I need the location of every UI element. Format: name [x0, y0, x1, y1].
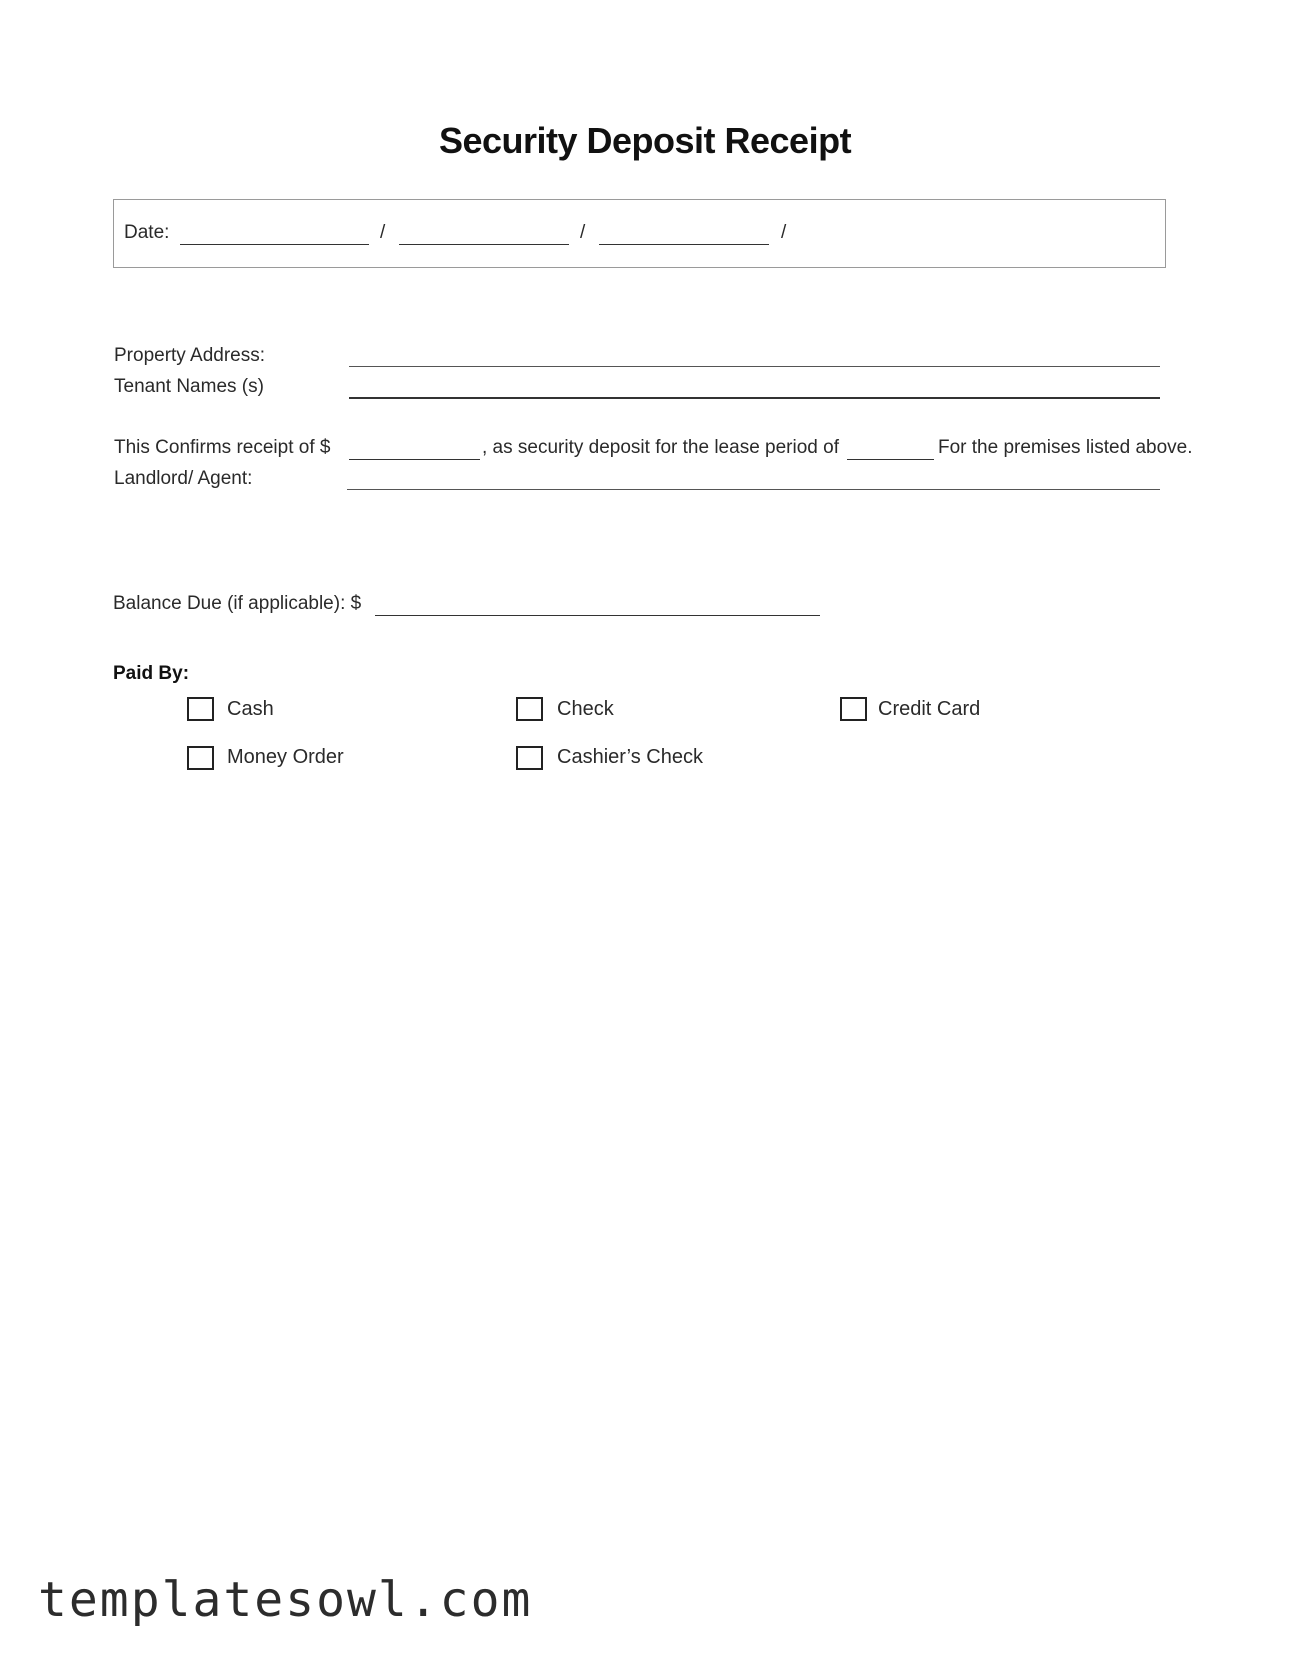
date-separator-1: / — [380, 222, 386, 243]
date-separator-3: / — [781, 222, 787, 243]
page-title: Security Deposit Receipt — [438, 120, 852, 161]
lease-period-line[interactable] — [847, 459, 934, 460]
security-deposit-text: , as security deposit for the lease period of — [482, 437, 839, 458]
cash-label: Cash — [227, 698, 274, 720]
date-day-line[interactable] — [399, 244, 569, 245]
check-checkbox[interactable] — [516, 697, 543, 721]
tenant-names-label: Tenant Names (s) — [114, 376, 264, 397]
confirms-receipt-label: This Confirms receipt of $ — [114, 437, 331, 458]
landlord-agent-label: Landlord/ Agent: — [114, 468, 253, 489]
cashiers-check-checkbox[interactable] — [516, 746, 543, 770]
property-address-label: Property Address: — [114, 345, 266, 366]
cash-checkbox[interactable] — [187, 697, 214, 721]
date-separator-2: / — [580, 222, 586, 243]
balance-due-label: Balance Due (if applicable): $ — [113, 593, 362, 614]
date-month-line[interactable] — [180, 244, 369, 245]
date-box — [113, 199, 1166, 268]
landlord-agent-line[interactable] — [347, 489, 1160, 490]
watermark-text: templatesowl.com — [38, 1572, 533, 1628]
property-address-line[interactable] — [349, 366, 1160, 367]
tenant-names-line[interactable] — [349, 397, 1160, 399]
check-label: Check — [557, 698, 614, 720]
credit-card-label: Credit Card — [878, 698, 981, 720]
credit-card-checkbox[interactable] — [840, 697, 867, 721]
premises-text: For the premises listed above. — [938, 437, 1193, 458]
paid-by-heading: Paid By: — [113, 663, 190, 684]
cashiers-check-label: Cashier’s Check — [557, 746, 703, 768]
money-order-checkbox[interactable] — [187, 746, 214, 770]
deposit-amount-line[interactable] — [349, 459, 480, 460]
date-year-line[interactable] — [599, 244, 769, 245]
date-label: Date: — [124, 222, 170, 243]
money-order-label: Money Order — [227, 746, 344, 768]
balance-due-line[interactable] — [375, 615, 820, 616]
